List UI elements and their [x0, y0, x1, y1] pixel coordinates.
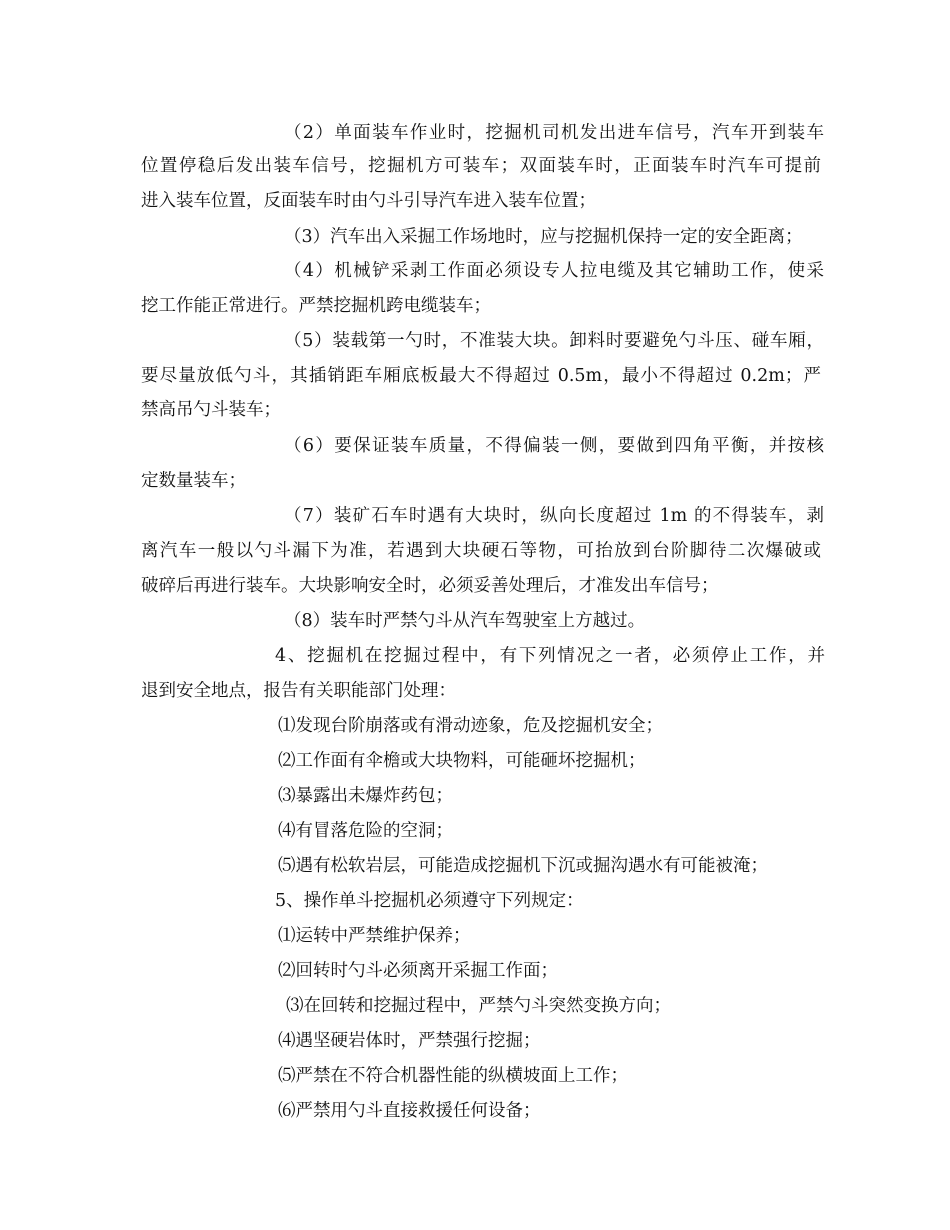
text-line: ⑹严禁用勺斗直接救援任何设备；: [278, 1101, 541, 1121]
text-line: ⑵回转时勺斗必须离开采掘工作面；: [278, 961, 558, 981]
text-line: （8）装车时严禁勺斗从汽车驾驶室上方越过。: [284, 611, 646, 631]
text-line: 离汽车一般以勺斗漏下为准，若遇到大块硬石等物，可抬放到台阶脚待二次爆破或: [141, 541, 821, 561]
text-line: 定数量装车；: [141, 471, 246, 491]
text-line: ⑸遇有松软岩层，可能造成挖掘机下沉或掘沟遇水有可能被淹；: [278, 856, 768, 876]
text-line: 退到安全地点，报告有关职能部门处理：: [141, 681, 456, 701]
text-line: 挖工作能正常进行。严禁挖掘机跨电缆装车；: [141, 296, 491, 316]
text-line: ⑸严禁在不符合机器性能的纵横坡面上工作；: [278, 1066, 628, 1086]
text-line: 位置停稳后发出装车信号，挖掘机方可装车；双面装车时，正面装车时汽车可提前: [141, 156, 821, 176]
text-line: ⑴运转中严禁维护保养；: [278, 926, 471, 946]
text-line: （2）单面装车作业时，挖掘机司机发出进车信号，汽车开到装车: [284, 123, 824, 143]
text-line: 进入装车位置，反面装车时由勺斗引导汽车进入装车位置；: [141, 191, 596, 211]
text-line: （7）装矿石车时遇有大块时，纵向长度超过 1m 的不得装车，剥: [284, 506, 824, 526]
text-line: 要尽量放低勺斗，其插销距车厢底板最大不得超过 0.5m，最小不得超过 0.2m；严: [141, 366, 821, 386]
text-line: （4）机械铲采剥工作面必须设专人拉电缆及其它辅助工作，使采: [284, 261, 824, 281]
text-line: （5）装载第一勺时，不准装大块。卸料时要避免勺斗压、碰车厢，: [284, 331, 824, 351]
text-line: ⑶在回转和挖掘过程中，严禁勺斗突然变换方向；: [286, 996, 671, 1016]
text-line: ⑷有冒落危险的空洞；: [278, 821, 453, 841]
text-line: 禁高吊勺斗装车；: [141, 400, 281, 420]
text-line: （3）汽车出入采掘工作场地时，应与挖掘机保持一定的安全距离；: [284, 227, 803, 247]
text-line: ⑷遇坚硬岩体时，严禁强行挖掘；: [278, 1031, 541, 1051]
text-line: ⑴发现台阶崩落或有滑动迹象，危及挖掘机安全；: [278, 716, 663, 736]
text-line: 破碎后再进行装车。大块影响安全时，必须妥善处理后，才准发出车信号；: [141, 576, 719, 596]
text-line: （6）要保证装车质量，不得偏装一侧，要做到四角平衡，并按核: [284, 436, 824, 456]
text-line: 5、操作单斗挖掘机必须遵守下列规定：: [275, 891, 584, 911]
text-line: 4、挖掘机在挖掘过程中，有下列情况之一者，必须停止工作，并: [275, 646, 825, 666]
text-line: ⑶暴露出未爆炸药包；: [278, 786, 453, 806]
text-line: ⑵工作面有伞檐或大块物料，可能砸坏挖掘机；: [278, 751, 646, 771]
